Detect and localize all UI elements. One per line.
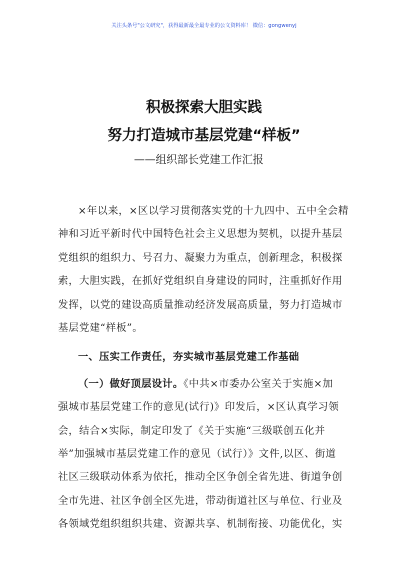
- title-line-1: 积极探索大胆实践: [146, 100, 262, 116]
- intro-paragraph: [58, 200, 364, 340]
- intro-line: ×年以来，×区以学习贯彻落实党的十九四中、五中全会精: [78, 206, 349, 217]
- section-heading: 一、压实工作责任，夯实城市基层党建工作基础: [78, 352, 300, 364]
- intro-line: 神和习近平新时代中国特色社会主义思想为契机，以提升基层: [58, 229, 343, 241]
- point-line: 举”加强城市基层党建工作的意见（试行）》文件,以区、街道: [58, 448, 337, 460]
- point-first-line: [58, 373, 364, 396]
- intro-line: 党组织的组织力、号召力、凝聚力为重点，创新理念，积极探: [58, 252, 343, 264]
- intro-line: 基层党建“样板”。: [58, 322, 143, 334]
- promo-banner: 关注头条号"公文研究"，获得最新最全最专业的公文资料库！ 微信：gongwenyj: [111, 23, 297, 29]
- point-line: 强城市基层党建工作的意见(试行)》印发后，×区认真学习领: [58, 402, 339, 414]
- subtitle: ——组织部长党建工作汇报: [134, 153, 264, 166]
- point-line: 全市先进、社区争创全区先进，带动街道社区与单位、行业及: [58, 495, 343, 507]
- point-line: 会，结合×实际，制定印发了《关于实施“三级联创五化并: [58, 425, 326, 437]
- title-line-2: 努力打造城市基层党建“样板”: [107, 128, 301, 144]
- point-line: 各领域党组织组织共建、资源共享、机制衔接、功能优化，实: [58, 519, 343, 531]
- intro-line: 索，大胆实践，在抓好党组织自身建设的同时，注重抓好作用: [58, 276, 343, 288]
- point-line: 社区三级联动体系为依托，推动全区争创全省先进、街道争创: [58, 472, 343, 484]
- point-first-line-text: 《中共×市委办公室关于实施×加: [183, 378, 334, 390]
- point-label: （一）做好顶层设计。: [78, 378, 184, 390]
- document-body: [58, 200, 364, 536]
- point-paragraph: [58, 373, 364, 537]
- intro-line: 发挥，以党的建设高质量推动经济发展高质量，努力打造城市: [58, 299, 343, 311]
